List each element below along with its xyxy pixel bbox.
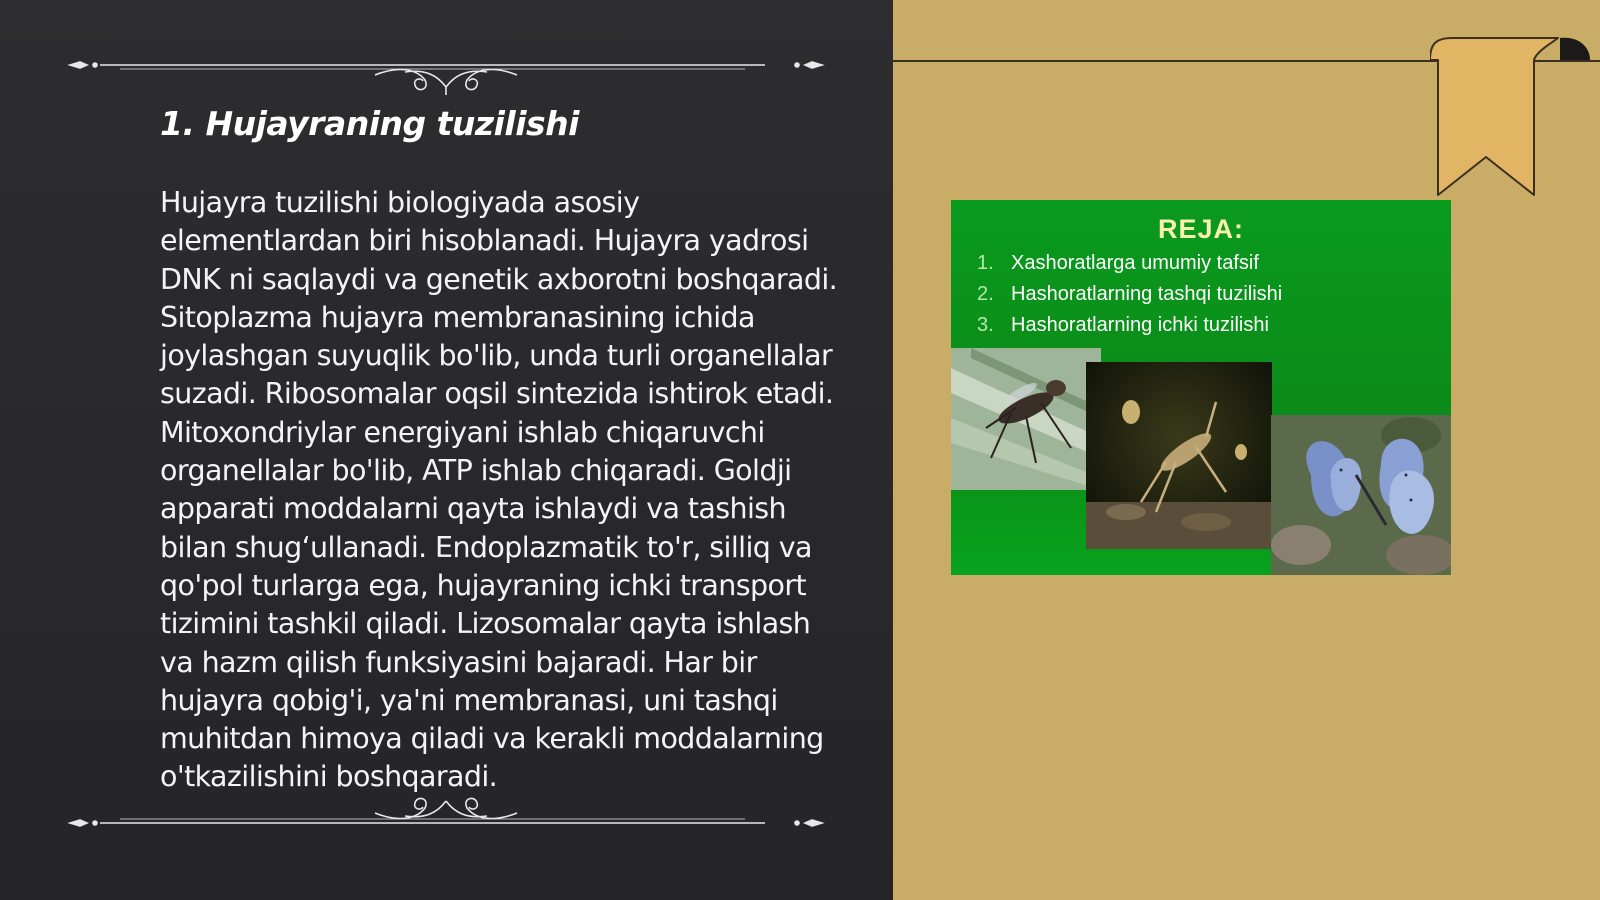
- list-text: Xashoratlarga umumiy tafsif: [1011, 252, 1259, 274]
- list-text: Hashoratlarning tashqi tuzilishi: [1011, 283, 1283, 305]
- slide-title: 1. Hujayraning tuzilishi: [160, 104, 579, 143]
- bookmark-ribbon: [1430, 30, 1590, 200]
- list-item: [977, 252, 1282, 283]
- body-text: Hujayra tuzilishi biologiyada asosiy elementlardan biri hisoblanadi. Hujayra yadrosi DNK ni saqlaydi va genetik axborotni boshqaradi. Sitoplazma hujayra membranasining ichida joylashgan suyuqlik bo'lib, unda turli organellalar suzadi. Ribosomalar oqsil sintezida ishtirok etadi. Mitoxondriylar energiyani ishlab chiqaruvchi organellalar bo'lib, ATP ishlab chiqaradi. Goldji apparati moddalarni qayta ishlaydi va tashish bilan shug‘ullanadi. Endoplazmatik to'r, silliq va qo'pol turlarga ega, hujayraning ichki transport tizimini tashkil qiladi. Lizosomalar qayta ishlash va hazm qilish funksiyasini bajaradi. Har bir hujayra qobig'i, ya'ni membranasi, uni tashqi muhitdan himoya qiladi va kerakli moddalarning o'tkazilishini boshqaradi.: [160, 186, 838, 794]
- reja-image: [951, 200, 1451, 575]
- grasshopper-photo: [1086, 362, 1272, 549]
- list-number: 3.: [977, 314, 994, 336]
- list-item: [977, 314, 1282, 345]
- list-number: 1.: [977, 252, 994, 274]
- reja-list: [977, 252, 1282, 345]
- top-ornament-divider: [65, 45, 827, 95]
- list-item: [977, 283, 1282, 314]
- fly-photo: [951, 348, 1101, 490]
- list-number: 2.: [977, 283, 994, 305]
- reja-title: REJA:: [1157, 214, 1244, 244]
- butterfly-photo: [1271, 415, 1451, 575]
- list-text: Hashoratlarning ichki tuzilishi: [1011, 314, 1269, 336]
